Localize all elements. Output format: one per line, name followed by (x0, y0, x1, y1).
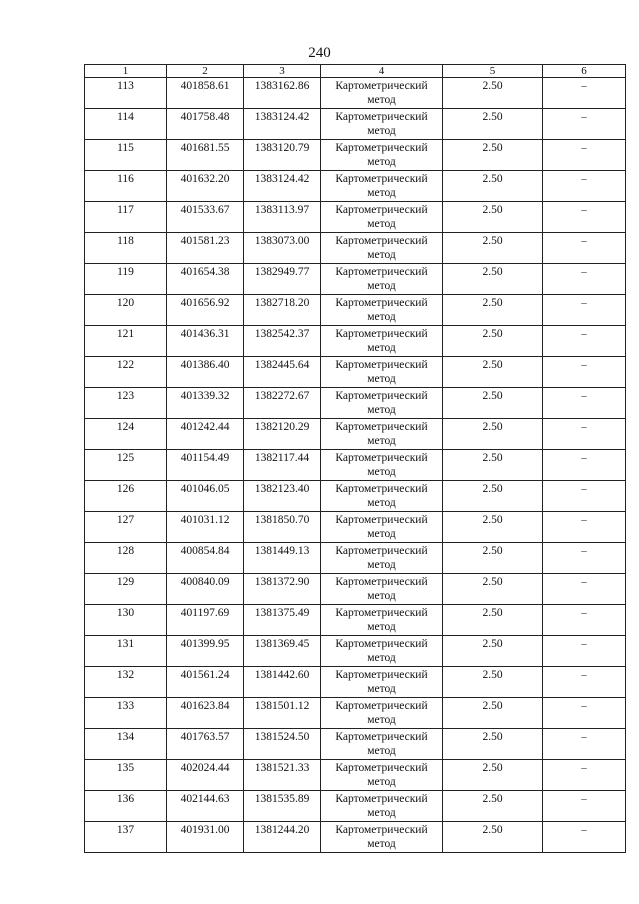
point-number-cell: 113 (85, 78, 167, 109)
x-coordinate-cell: 401931.00 (167, 822, 244, 853)
method-cell (321, 326, 443, 357)
y-coordinate-cell: 1383120.79 (244, 140, 321, 171)
point-number-cell: 130 (85, 605, 167, 636)
table-row (85, 760, 626, 791)
table-row (85, 605, 626, 636)
method-cell (321, 791, 443, 822)
note-cell: – (543, 605, 626, 636)
x-coordinate-cell: 401197.69 (167, 605, 244, 636)
accuracy-cell: 2.50 (443, 295, 543, 326)
y-coordinate-cell: 1381375.49 (244, 605, 321, 636)
point-number-cell: 122 (85, 357, 167, 388)
y-coordinate-cell: 1382123.40 (244, 481, 321, 512)
table-row (85, 822, 626, 853)
method-line1: Картометрический (335, 700, 428, 712)
note-cell: – (543, 357, 626, 388)
point-number-cell: 135 (85, 760, 167, 791)
x-coordinate-cell: 401654.38 (167, 264, 244, 295)
method-line2: метод (367, 94, 396, 106)
y-coordinate-cell: 1381524.50 (244, 729, 321, 760)
accuracy-cell: 2.50 (443, 512, 543, 543)
y-coordinate-cell: 1381449.13 (244, 543, 321, 574)
x-coordinate-cell: 401386.40 (167, 357, 244, 388)
y-coordinate-cell: 1381369.45 (244, 636, 321, 667)
accuracy-cell: 2.50 (443, 450, 543, 481)
note-cell: – (543, 543, 626, 574)
table-row (85, 295, 626, 326)
method-line1: Картометрический (335, 793, 428, 805)
accuracy-cell: 2.50 (443, 109, 543, 140)
x-coordinate-cell: 401758.48 (167, 109, 244, 140)
note-cell: – (543, 233, 626, 264)
point-number-cell: 131 (85, 636, 167, 667)
x-coordinate-cell: 402144.63 (167, 791, 244, 822)
method-line2: метод (367, 435, 396, 447)
note-cell: – (543, 760, 626, 791)
accuracy-cell: 2.50 (443, 357, 543, 388)
y-coordinate-cell: 1381244.20 (244, 822, 321, 853)
table-row (85, 667, 626, 698)
method-line1: Картометрический (335, 328, 428, 340)
accuracy-cell: 2.50 (443, 605, 543, 636)
y-coordinate-cell: 1383162.86 (244, 78, 321, 109)
method-cell (321, 481, 443, 512)
note-cell: – (543, 419, 626, 450)
method-line1: Картометрический (335, 545, 428, 557)
table-row (85, 481, 626, 512)
x-coordinate-cell: 401154.49 (167, 450, 244, 481)
x-coordinate-cell: 402024.44 (167, 760, 244, 791)
method-line2: метод (367, 652, 396, 664)
accuracy-cell: 2.50 (443, 698, 543, 729)
note-cell: – (543, 388, 626, 419)
method-line1: Картометрический (335, 80, 428, 92)
table-row (85, 512, 626, 543)
table-row (85, 729, 626, 760)
method-cell (321, 419, 443, 450)
method-line1: Картометрический (335, 638, 428, 650)
method-line2: метод (367, 807, 396, 819)
note-cell: – (543, 729, 626, 760)
x-coordinate-cell: 401858.61 (167, 78, 244, 109)
y-coordinate-cell: 1381535.89 (244, 791, 321, 822)
y-coordinate-cell: 1381521.33 (244, 760, 321, 791)
method-cell (321, 667, 443, 698)
method-line2: метод (367, 187, 396, 199)
accuracy-cell: 2.50 (443, 419, 543, 450)
method-line2: метод (367, 404, 396, 416)
method-line1: Картометрический (335, 576, 428, 588)
method-cell (321, 295, 443, 326)
coordinates-table (84, 64, 626, 853)
method-line2: метод (367, 528, 396, 540)
x-coordinate-cell: 401242.44 (167, 419, 244, 450)
note-cell: – (543, 667, 626, 698)
method-line1: Картометрический (335, 452, 428, 464)
method-cell (321, 729, 443, 760)
method-cell (321, 109, 443, 140)
method-line1: Картометрический (335, 204, 428, 216)
method-line2: метод (367, 373, 396, 385)
point-number-cell: 116 (85, 171, 167, 202)
x-coordinate-cell: 400854.84 (167, 543, 244, 574)
accuracy-cell: 2.50 (443, 543, 543, 574)
x-coordinate-cell: 401763.57 (167, 729, 244, 760)
table-row (85, 543, 626, 574)
y-coordinate-cell: 1382542.37 (244, 326, 321, 357)
method-line2: метод (367, 342, 396, 354)
x-coordinate-cell: 401436.31 (167, 326, 244, 357)
method-line1: Картометрический (335, 421, 428, 433)
header-cell-col1: 1 (85, 65, 167, 78)
y-coordinate-cell: 1381501.12 (244, 698, 321, 729)
point-number-cell: 123 (85, 388, 167, 419)
method-line2: метод (367, 838, 396, 850)
method-line2: метод (367, 280, 396, 292)
header-row (85, 65, 626, 78)
accuracy-cell: 2.50 (443, 140, 543, 171)
table-row (85, 78, 626, 109)
table-row (85, 357, 626, 388)
method-line1: Картометрический (335, 297, 428, 309)
x-coordinate-cell: 401681.55 (167, 140, 244, 171)
accuracy-cell: 2.50 (443, 729, 543, 760)
y-coordinate-cell: 1382445.64 (244, 357, 321, 388)
y-coordinate-cell: 1381442.60 (244, 667, 321, 698)
method-cell (321, 388, 443, 419)
point-number-cell: 136 (85, 791, 167, 822)
note-cell: – (543, 109, 626, 140)
table-row (85, 636, 626, 667)
header-cell-col4: 4 (321, 65, 443, 78)
x-coordinate-cell: 401533.67 (167, 202, 244, 233)
method-line1: Картометрический (335, 266, 428, 278)
point-number-cell: 119 (85, 264, 167, 295)
method-line1: Картометрический (335, 111, 428, 123)
point-number-cell: 124 (85, 419, 167, 450)
x-coordinate-cell: 401399.95 (167, 636, 244, 667)
method-cell (321, 760, 443, 791)
method-line2: метод (367, 590, 396, 602)
note-cell: – (543, 326, 626, 357)
method-line1: Картометрический (335, 762, 428, 774)
point-number-cell: 129 (85, 574, 167, 605)
point-number-cell: 126 (85, 481, 167, 512)
header-cell-col2: 2 (167, 65, 244, 78)
method-cell (321, 78, 443, 109)
note-cell: – (543, 822, 626, 853)
method-line2: метод (367, 745, 396, 757)
note-cell: – (543, 791, 626, 822)
table-row (85, 388, 626, 419)
x-coordinate-cell: 401031.12 (167, 512, 244, 543)
method-cell (321, 605, 443, 636)
method-line1: Картометрический (335, 142, 428, 154)
accuracy-cell: 2.50 (443, 574, 543, 605)
point-number-cell: 121 (85, 326, 167, 357)
method-cell (321, 450, 443, 481)
accuracy-cell: 2.50 (443, 202, 543, 233)
method-cell (321, 543, 443, 574)
note-cell: – (543, 264, 626, 295)
method-line1: Картометрический (335, 731, 428, 743)
table-row (85, 109, 626, 140)
note-cell: – (543, 512, 626, 543)
note-cell: – (543, 698, 626, 729)
method-line2: метод (367, 311, 396, 323)
x-coordinate-cell: 401656.92 (167, 295, 244, 326)
method-cell (321, 171, 443, 202)
accuracy-cell: 2.50 (443, 667, 543, 698)
x-coordinate-cell: 401581.23 (167, 233, 244, 264)
accuracy-cell: 2.50 (443, 78, 543, 109)
method-line1: Картометрический (335, 390, 428, 402)
method-line1: Картометрический (335, 607, 428, 619)
method-line2: метод (367, 249, 396, 261)
table-row (85, 791, 626, 822)
method-line1: Картометрический (335, 669, 428, 681)
table-row (85, 171, 626, 202)
note-cell: – (543, 140, 626, 171)
accuracy-cell: 2.50 (443, 233, 543, 264)
accuracy-cell: 2.50 (443, 760, 543, 791)
x-coordinate-cell: 401632.20 (167, 171, 244, 202)
accuracy-cell: 2.50 (443, 822, 543, 853)
method-cell (321, 822, 443, 853)
method-line1: Картометрический (335, 514, 428, 526)
method-cell (321, 512, 443, 543)
x-coordinate-cell: 400840.09 (167, 574, 244, 605)
y-coordinate-cell: 1382272.67 (244, 388, 321, 419)
point-number-cell: 120 (85, 295, 167, 326)
note-cell: – (543, 171, 626, 202)
point-number-cell: 133 (85, 698, 167, 729)
table-row (85, 202, 626, 233)
method-line2: метод (367, 559, 396, 571)
point-number-cell: 137 (85, 822, 167, 853)
y-coordinate-cell: 1381372.90 (244, 574, 321, 605)
table-row (85, 233, 626, 264)
note-cell: – (543, 481, 626, 512)
point-number-cell: 134 (85, 729, 167, 760)
point-number-cell: 114 (85, 109, 167, 140)
point-number-cell: 127 (85, 512, 167, 543)
x-coordinate-cell: 401623.84 (167, 698, 244, 729)
method-cell (321, 698, 443, 729)
table-row (85, 574, 626, 605)
accuracy-cell: 2.50 (443, 791, 543, 822)
y-coordinate-cell: 1383073.00 (244, 233, 321, 264)
accuracy-cell: 2.50 (443, 636, 543, 667)
accuracy-cell: 2.50 (443, 481, 543, 512)
header-cell-col3: 3 (244, 65, 321, 78)
y-coordinate-cell: 1381850.70 (244, 512, 321, 543)
method-line2: метод (367, 466, 396, 478)
table-body (85, 65, 626, 853)
header-cell-col6: 6 (543, 65, 626, 78)
accuracy-cell: 2.50 (443, 326, 543, 357)
point-number-cell: 125 (85, 450, 167, 481)
method-line2: метод (367, 621, 396, 633)
table-row (85, 698, 626, 729)
y-coordinate-cell: 1382117.44 (244, 450, 321, 481)
method-cell (321, 636, 443, 667)
method-line1: Картометрический (335, 235, 428, 247)
x-coordinate-cell: 401046.05 (167, 481, 244, 512)
method-line1: Картометрический (335, 483, 428, 495)
accuracy-cell: 2.50 (443, 264, 543, 295)
x-coordinate-cell: 401561.24 (167, 667, 244, 698)
method-line1: Картометрический (335, 359, 428, 371)
method-line2: метод (367, 497, 396, 509)
page-number: 240 (308, 45, 331, 61)
y-coordinate-cell: 1382120.29 (244, 419, 321, 450)
note-cell: – (543, 295, 626, 326)
method-line1: Картометрический (335, 824, 428, 836)
header-cell-col5: 5 (443, 65, 543, 78)
note-cell: – (543, 636, 626, 667)
note-cell: – (543, 574, 626, 605)
x-coordinate-cell: 401339.32 (167, 388, 244, 419)
method-cell (321, 233, 443, 264)
table-row (85, 450, 626, 481)
point-number-cell: 128 (85, 543, 167, 574)
method-cell (321, 357, 443, 388)
point-number-cell: 115 (85, 140, 167, 171)
method-line2: метод (367, 125, 396, 137)
y-coordinate-cell: 1383124.42 (244, 171, 321, 202)
y-coordinate-cell: 1382718.20 (244, 295, 321, 326)
table-row (85, 264, 626, 295)
method-line2: метод (367, 156, 396, 168)
accuracy-cell: 2.50 (443, 171, 543, 202)
note-cell: – (543, 78, 626, 109)
method-line2: метод (367, 683, 396, 695)
table-row (85, 419, 626, 450)
method-cell (321, 202, 443, 233)
method-cell (321, 574, 443, 605)
note-cell: – (543, 450, 626, 481)
table-row (85, 140, 626, 171)
y-coordinate-cell: 1382949.77 (244, 264, 321, 295)
accuracy-cell: 2.50 (443, 388, 543, 419)
point-number-cell: 132 (85, 667, 167, 698)
note-cell: – (543, 202, 626, 233)
table-row (85, 326, 626, 357)
y-coordinate-cell: 1383124.42 (244, 109, 321, 140)
method-line1: Картометрический (335, 173, 428, 185)
method-line2: метод (367, 218, 396, 230)
method-cell (321, 140, 443, 171)
point-number-cell: 117 (85, 202, 167, 233)
method-line2: метод (367, 714, 396, 726)
y-coordinate-cell: 1383113.97 (244, 202, 321, 233)
method-line2: метод (367, 776, 396, 788)
point-number-cell: 118 (85, 233, 167, 264)
method-cell (321, 264, 443, 295)
